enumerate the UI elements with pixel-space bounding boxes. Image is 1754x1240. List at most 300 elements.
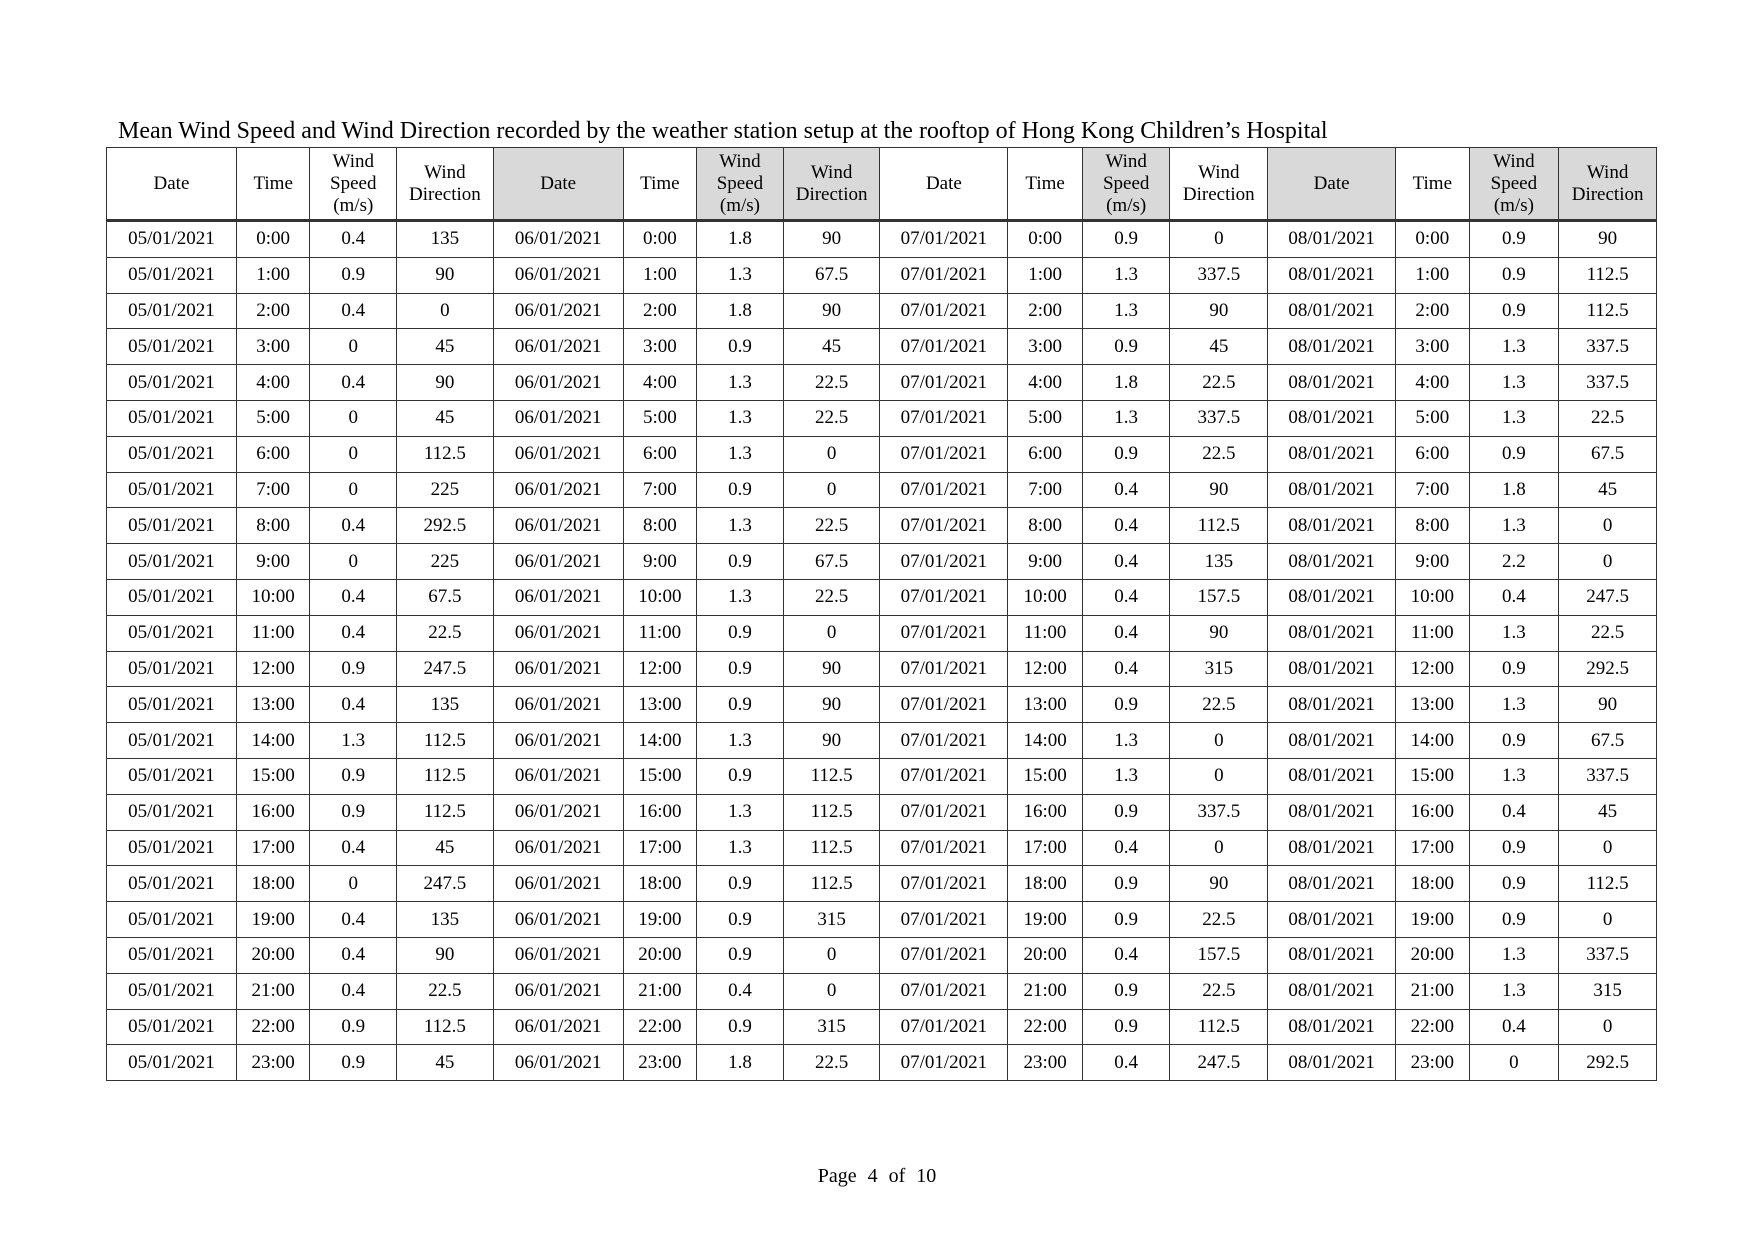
cell-date: 06/01/2021 — [493, 615, 623, 651]
cell-wind-direction: 90 — [1559, 221, 1657, 258]
cell-date: 08/01/2021 — [1268, 1009, 1396, 1045]
table-row — [107, 436, 1657, 472]
table-row — [107, 1045, 1657, 1081]
cell-time: 10:00 — [1396, 579, 1470, 615]
cell-wind-speed: 0.9 — [1469, 293, 1559, 329]
cell-date: 08/01/2021 — [1268, 508, 1396, 544]
cell-time: 19:00 — [1008, 902, 1083, 938]
cell-time: 17:00 — [1396, 830, 1470, 866]
cell-wind-direction: 90 — [1170, 615, 1268, 651]
cell-time: 11:00 — [1008, 615, 1083, 651]
cell-time: 14:00 — [623, 723, 697, 759]
cell-time: 18:00 — [623, 866, 697, 902]
cell-date: 05/01/2021 — [107, 221, 237, 258]
cell-wind-speed: 0 — [310, 400, 397, 436]
header-date: Date — [107, 148, 237, 221]
cell-time: 4:00 — [1008, 365, 1083, 401]
cell-wind-direction: 67.5 — [1559, 723, 1657, 759]
cell-wind-speed: 1.3 — [1469, 973, 1559, 1009]
cell-wind-speed: 1.3 — [697, 794, 784, 830]
cell-time: 16:00 — [623, 794, 697, 830]
cell-wind-direction: 0 — [783, 436, 880, 472]
cell-date: 07/01/2021 — [880, 400, 1008, 436]
header-time: Time — [236, 148, 310, 221]
cell-time: 6:00 — [623, 436, 697, 472]
cell-wind-speed: 0 — [310, 472, 397, 508]
cell-date: 06/01/2021 — [493, 1009, 623, 1045]
table-header — [107, 148, 1657, 221]
cell-wind-direction: 112.5 — [397, 794, 494, 830]
cell-wind-speed: 0.9 — [697, 472, 784, 508]
cell-wind-speed: 0.4 — [1469, 1009, 1559, 1045]
cell-time: 20:00 — [236, 937, 310, 973]
cell-wind-direction: 292.5 — [1559, 651, 1657, 687]
cell-time: 9:00 — [1396, 544, 1470, 580]
cell-wind-speed: 0.9 — [697, 1009, 784, 1045]
cell-time: 23:00 — [1008, 1045, 1083, 1081]
cell-wind-direction: 90 — [1170, 472, 1268, 508]
cell-wind-direction: 112.5 — [397, 1009, 494, 1045]
cell-date: 07/01/2021 — [880, 579, 1008, 615]
cell-wind-speed: 0.4 — [310, 508, 397, 544]
cell-date: 08/01/2021 — [1268, 1045, 1396, 1081]
cell-wind-speed: 0.9 — [697, 687, 784, 723]
cell-time: 19:00 — [1396, 902, 1470, 938]
cell-wind-speed: 0.4 — [310, 973, 397, 1009]
cell-wind-direction: 157.5 — [1170, 937, 1268, 973]
cell-wind-direction: 22.5 — [1559, 400, 1657, 436]
cell-time: 15:00 — [236, 758, 310, 794]
cell-wind-direction: 22.5 — [783, 579, 880, 615]
cell-date: 08/01/2021 — [1268, 400, 1396, 436]
cell-wind-direction: 0 — [1559, 1009, 1657, 1045]
cell-wind-direction: 225 — [397, 544, 494, 580]
cell-wind-direction: 90 — [783, 221, 880, 258]
cell-time: 1:00 — [1396, 257, 1470, 293]
cell-date: 05/01/2021 — [107, 293, 237, 329]
cell-wind-direction: 22.5 — [783, 508, 880, 544]
cell-wind-direction: 247.5 — [397, 866, 494, 902]
cell-wind-direction: 90 — [397, 365, 494, 401]
cell-wind-speed: 1.3 — [697, 723, 784, 759]
cell-time: 2:00 — [1396, 293, 1470, 329]
cell-time: 16:00 — [1008, 794, 1083, 830]
cell-wind-direction: 22.5 — [1170, 687, 1268, 723]
table-body — [107, 221, 1657, 1081]
cell-time: 15:00 — [623, 758, 697, 794]
cell-wind-speed: 0.4 — [1469, 794, 1559, 830]
cell-wind-direction: 22.5 — [1559, 615, 1657, 651]
cell-wind-speed: 0.9 — [697, 651, 784, 687]
cell-time: 4:00 — [623, 365, 697, 401]
cell-date: 08/01/2021 — [1268, 544, 1396, 580]
cell-time: 13:00 — [1396, 687, 1470, 723]
cell-time: 7:00 — [623, 472, 697, 508]
cell-time: 1:00 — [623, 257, 697, 293]
cell-time: 8:00 — [1008, 508, 1083, 544]
cell-wind-speed: 0.9 — [310, 1045, 397, 1081]
cell-wind-direction: 135 — [397, 687, 494, 723]
cell-wind-speed: 0.9 — [1082, 687, 1170, 723]
cell-time: 7:00 — [1396, 472, 1470, 508]
cell-time: 11:00 — [236, 615, 310, 651]
cell-time: 6:00 — [236, 436, 310, 472]
table-row — [107, 937, 1657, 973]
cell-wind-speed: 1.3 — [697, 257, 784, 293]
table-row — [107, 221, 1657, 258]
cell-wind-speed: 0.4 — [1469, 579, 1559, 615]
cell-time: 22:00 — [1396, 1009, 1470, 1045]
cell-time: 22:00 — [1008, 1009, 1083, 1045]
cell-time: 4:00 — [1396, 365, 1470, 401]
cell-date: 05/01/2021 — [107, 830, 237, 866]
cell-date: 07/01/2021 — [880, 758, 1008, 794]
cell-date: 05/01/2021 — [107, 365, 237, 401]
cell-wind-speed: 0.9 — [1082, 1009, 1170, 1045]
cell-time: 10:00 — [236, 579, 310, 615]
cell-date: 05/01/2021 — [107, 544, 237, 580]
cell-wind-direction: 45 — [397, 1045, 494, 1081]
cell-wind-speed: 0.4 — [310, 615, 397, 651]
cell-wind-direction: 315 — [1559, 973, 1657, 1009]
cell-date: 07/01/2021 — [880, 293, 1008, 329]
cell-wind-direction: 0 — [783, 615, 880, 651]
cell-time: 14:00 — [1008, 723, 1083, 759]
cell-date: 05/01/2021 — [107, 758, 237, 794]
cell-date: 05/01/2021 — [107, 329, 237, 365]
cell-date: 06/01/2021 — [493, 937, 623, 973]
cell-wind-speed: 0.4 — [697, 973, 784, 1009]
cell-wind-speed: 0.4 — [310, 902, 397, 938]
cell-wind-speed: 0.9 — [1082, 794, 1170, 830]
cell-wind-direction: 0 — [783, 937, 880, 973]
cell-wind-direction: 22.5 — [1170, 902, 1268, 938]
cell-time: 20:00 — [1008, 937, 1083, 973]
cell-wind-speed: 0.9 — [697, 902, 784, 938]
cell-time: 23:00 — [623, 1045, 697, 1081]
cell-date: 07/01/2021 — [880, 1009, 1008, 1045]
cell-wind-speed: 0.9 — [1082, 902, 1170, 938]
cell-time: 9:00 — [623, 544, 697, 580]
cell-wind-speed: 0.9 — [1469, 723, 1559, 759]
cell-date: 05/01/2021 — [107, 973, 237, 1009]
cell-wind-direction: 112.5 — [783, 794, 880, 830]
cell-date: 05/01/2021 — [107, 257, 237, 293]
cell-time: 15:00 — [1396, 758, 1470, 794]
cell-date: 08/01/2021 — [1268, 794, 1396, 830]
cell-date: 07/01/2021 — [880, 723, 1008, 759]
cell-wind-speed: 0.4 — [1082, 651, 1170, 687]
cell-wind-speed: 1.8 — [697, 293, 784, 329]
cell-wind-direction: 0 — [783, 973, 880, 1009]
cell-time: 2:00 — [236, 293, 310, 329]
cell-wind-speed: 0.9 — [1469, 651, 1559, 687]
cell-time: 23:00 — [1396, 1045, 1470, 1081]
cell-wind-direction: 247.5 — [397, 651, 494, 687]
cell-wind-speed: 0.9 — [697, 866, 784, 902]
cell-wind-direction: 0 — [1170, 221, 1268, 258]
cell-wind-direction: 0 — [1559, 544, 1657, 580]
cell-time: 13:00 — [1008, 687, 1083, 723]
cell-wind-speed: 1.3 — [1082, 293, 1170, 329]
table-row — [107, 794, 1657, 830]
cell-wind-speed: 2.2 — [1469, 544, 1559, 580]
cell-wind-direction: 292.5 — [397, 508, 494, 544]
table-row — [107, 866, 1657, 902]
cell-time: 5:00 — [236, 400, 310, 436]
cell-wind-direction: 45 — [783, 329, 880, 365]
cell-date: 06/01/2021 — [493, 687, 623, 723]
cell-date: 08/01/2021 — [1268, 579, 1396, 615]
cell-wind-direction: 112.5 — [783, 758, 880, 794]
cell-wind-speed: 0.9 — [310, 794, 397, 830]
cell-wind-direction: 90 — [1559, 687, 1657, 723]
cell-date: 05/01/2021 — [107, 1045, 237, 1081]
cell-date: 06/01/2021 — [493, 329, 623, 365]
cell-time: 17:00 — [623, 830, 697, 866]
header-wind-direction: Wind Direction — [783, 148, 880, 221]
cell-time: 10:00 — [1008, 579, 1083, 615]
cell-wind-speed: 0.9 — [1469, 257, 1559, 293]
cell-wind-speed: 0.9 — [697, 758, 784, 794]
cell-date: 06/01/2021 — [493, 902, 623, 938]
header-time: Time — [623, 148, 697, 221]
table-row — [107, 902, 1657, 938]
cell-wind-speed: 0.4 — [1082, 508, 1170, 544]
cell-wind-speed: 1.3 — [1469, 400, 1559, 436]
cell-wind-direction: 67.5 — [783, 544, 880, 580]
cell-date: 07/01/2021 — [880, 329, 1008, 365]
cell-time: 2:00 — [623, 293, 697, 329]
cell-time: 14:00 — [1396, 723, 1470, 759]
cell-date: 05/01/2021 — [107, 400, 237, 436]
table-row — [107, 830, 1657, 866]
cell-wind-direction: 337.5 — [1170, 257, 1268, 293]
cell-time: 3:00 — [236, 329, 310, 365]
cell-wind-speed: 0.9 — [1082, 973, 1170, 1009]
cell-date: 06/01/2021 — [493, 221, 623, 258]
cell-date: 07/01/2021 — [880, 544, 1008, 580]
cell-wind-direction: 135 — [397, 221, 494, 258]
cell-wind-direction: 337.5 — [1170, 400, 1268, 436]
cell-date: 05/01/2021 — [107, 687, 237, 723]
cell-date: 08/01/2021 — [1268, 687, 1396, 723]
header-wind-speed: Wind Speed (m/s) — [1469, 148, 1559, 221]
cell-time: 11:00 — [1396, 615, 1470, 651]
cell-wind-speed: 1.3 — [697, 365, 784, 401]
cell-date: 08/01/2021 — [1268, 651, 1396, 687]
table-row — [107, 758, 1657, 794]
cell-time: 16:00 — [236, 794, 310, 830]
cell-time: 23:00 — [236, 1045, 310, 1081]
cell-wind-speed: 0.9 — [697, 329, 784, 365]
cell-wind-direction: 45 — [397, 830, 494, 866]
cell-time: 8:00 — [1396, 508, 1470, 544]
cell-date: 07/01/2021 — [880, 365, 1008, 401]
cell-wind-direction: 292.5 — [1559, 1045, 1657, 1081]
table-row — [107, 579, 1657, 615]
cell-wind-direction: 45 — [1170, 329, 1268, 365]
cell-date: 08/01/2021 — [1268, 973, 1396, 1009]
cell-date: 06/01/2021 — [493, 257, 623, 293]
cell-time: 9:00 — [236, 544, 310, 580]
cell-wind-direction: 90 — [783, 687, 880, 723]
cell-wind-speed: 0.9 — [1469, 902, 1559, 938]
cell-date: 08/01/2021 — [1268, 436, 1396, 472]
cell-wind-speed: 1.3 — [1469, 758, 1559, 794]
cell-time: 21:00 — [1396, 973, 1470, 1009]
cell-time: 5:00 — [1008, 400, 1083, 436]
cell-time: 15:00 — [1008, 758, 1083, 794]
cell-time: 1:00 — [236, 257, 310, 293]
cell-wind-speed: 0.9 — [1469, 436, 1559, 472]
cell-wind-direction: 45 — [1559, 794, 1657, 830]
cell-date: 05/01/2021 — [107, 866, 237, 902]
cell-time: 2:00 — [1008, 293, 1083, 329]
document-title: Mean Wind Speed and Wind Direction recorded by the weather station setup at the rooftop of Hong Kong Children’s Hospital — [118, 118, 1328, 144]
cell-wind-direction: 0 — [1170, 758, 1268, 794]
cell-wind-direction: 337.5 — [1559, 758, 1657, 794]
cell-wind-speed: 0.4 — [310, 365, 397, 401]
cell-time: 18:00 — [1008, 866, 1083, 902]
cell-wind-speed: 0.9 — [697, 937, 784, 973]
cell-wind-direction: 337.5 — [1559, 365, 1657, 401]
cell-time: 0:00 — [236, 221, 310, 258]
table-row — [107, 257, 1657, 293]
cell-wind-direction: 0 — [783, 472, 880, 508]
cell-date: 05/01/2021 — [107, 579, 237, 615]
cell-wind-speed: 1.3 — [1082, 758, 1170, 794]
cell-wind-speed: 0.4 — [1082, 472, 1170, 508]
cell-wind-direction: 22.5 — [397, 615, 494, 651]
cell-wind-speed: 0 — [310, 544, 397, 580]
cell-time: 19:00 — [236, 902, 310, 938]
cell-time: 0:00 — [623, 221, 697, 258]
header-wind-speed: Wind Speed (m/s) — [1082, 148, 1170, 221]
cell-date: 06/01/2021 — [493, 723, 623, 759]
cell-wind-speed: 1.3 — [697, 830, 784, 866]
cell-wind-direction: 90 — [397, 937, 494, 973]
cell-time: 4:00 — [236, 365, 310, 401]
cell-date: 07/01/2021 — [880, 902, 1008, 938]
cell-date: 08/01/2021 — [1268, 830, 1396, 866]
cell-time: 17:00 — [236, 830, 310, 866]
cell-time: 20:00 — [1396, 937, 1470, 973]
cell-date: 07/01/2021 — [880, 794, 1008, 830]
table-row — [107, 1009, 1657, 1045]
cell-date: 07/01/2021 — [880, 937, 1008, 973]
cell-wind-speed: 0.9 — [697, 544, 784, 580]
cell-wind-direction: 22.5 — [783, 365, 880, 401]
cell-wind-speed: 0.4 — [310, 221, 397, 258]
table-row — [107, 651, 1657, 687]
cell-wind-direction: 0 — [397, 293, 494, 329]
cell-time: 18:00 — [1396, 866, 1470, 902]
cell-wind-direction: 315 — [1170, 651, 1268, 687]
cell-wind-speed: 1.8 — [1469, 472, 1559, 508]
wind-data-table — [106, 147, 1657, 1081]
cell-wind-speed: 0.9 — [310, 651, 397, 687]
cell-wind-speed: 0.9 — [310, 1009, 397, 1045]
cell-time: 1:00 — [1008, 257, 1083, 293]
cell-wind-direction: 22.5 — [1170, 365, 1268, 401]
cell-wind-direction: 337.5 — [1170, 794, 1268, 830]
cell-wind-speed: 1.3 — [1469, 329, 1559, 365]
cell-date: 05/01/2021 — [107, 794, 237, 830]
cell-time: 17:00 — [1008, 830, 1083, 866]
cell-wind-speed: 1.3 — [310, 723, 397, 759]
header-date: Date — [1268, 148, 1396, 221]
cell-time: 21:00 — [1008, 973, 1083, 1009]
page-footer: Page 4 of 10 — [817, 1165, 937, 1187]
cell-wind-speed: 0.9 — [1082, 866, 1170, 902]
cell-date: 08/01/2021 — [1268, 758, 1396, 794]
cell-date: 06/01/2021 — [493, 758, 623, 794]
cell-time: 11:00 — [623, 615, 697, 651]
cell-date: 06/01/2021 — [493, 400, 623, 436]
cell-time: 13:00 — [623, 687, 697, 723]
cell-time: 3:00 — [623, 329, 697, 365]
cell-wind-speed: 0 — [310, 436, 397, 472]
cell-wind-speed: 0.9 — [1469, 830, 1559, 866]
table-row — [107, 293, 1657, 329]
cell-date: 07/01/2021 — [880, 472, 1008, 508]
cell-date: 05/01/2021 — [107, 472, 237, 508]
cell-time: 7:00 — [1008, 472, 1083, 508]
cell-wind-direction: 315 — [783, 902, 880, 938]
cell-wind-direction: 157.5 — [1170, 579, 1268, 615]
cell-wind-speed: 1.8 — [697, 221, 784, 258]
cell-wind-speed: 0.4 — [1082, 544, 1170, 580]
cell-wind-direction: 135 — [397, 902, 494, 938]
cell-date: 08/01/2021 — [1268, 365, 1396, 401]
cell-wind-speed: 0 — [310, 329, 397, 365]
header-date: Date — [880, 148, 1008, 221]
cell-wind-direction: 225 — [397, 472, 494, 508]
cell-wind-direction: 22.5 — [783, 400, 880, 436]
cell-date: 06/01/2021 — [493, 544, 623, 580]
cell-wind-direction: 0 — [1559, 902, 1657, 938]
cell-wind-speed: 0.9 — [1469, 866, 1559, 902]
cell-wind-direction: 0 — [1170, 830, 1268, 866]
cell-wind-direction: 112.5 — [397, 723, 494, 759]
cell-wind-speed: 1.3 — [1469, 687, 1559, 723]
cell-wind-direction: 67.5 — [397, 579, 494, 615]
cell-date: 07/01/2021 — [880, 973, 1008, 1009]
cell-wind-speed: 1.3 — [1469, 937, 1559, 973]
header-wind-direction: Wind Direction — [397, 148, 494, 221]
cell-wind-speed: 0.9 — [310, 257, 397, 293]
cell-time: 6:00 — [1008, 436, 1083, 472]
cell-wind-direction: 112.5 — [397, 758, 494, 794]
cell-date: 07/01/2021 — [880, 1045, 1008, 1081]
cell-time: 21:00 — [236, 973, 310, 1009]
cell-time: 6:00 — [1396, 436, 1470, 472]
table-row — [107, 508, 1657, 544]
cell-wind-direction: 112.5 — [783, 830, 880, 866]
cell-time: 5:00 — [1396, 400, 1470, 436]
header-wind-direction: Wind Direction — [1559, 148, 1657, 221]
cell-date: 08/01/2021 — [1268, 329, 1396, 365]
cell-date: 08/01/2021 — [1268, 902, 1396, 938]
table-row — [107, 723, 1657, 759]
cell-time: 12:00 — [1396, 651, 1470, 687]
header-time: Time — [1396, 148, 1470, 221]
cell-date: 05/01/2021 — [107, 436, 237, 472]
cell-wind-direction: 0 — [1559, 830, 1657, 866]
cell-time: 12:00 — [623, 651, 697, 687]
cell-date: 06/01/2021 — [493, 365, 623, 401]
